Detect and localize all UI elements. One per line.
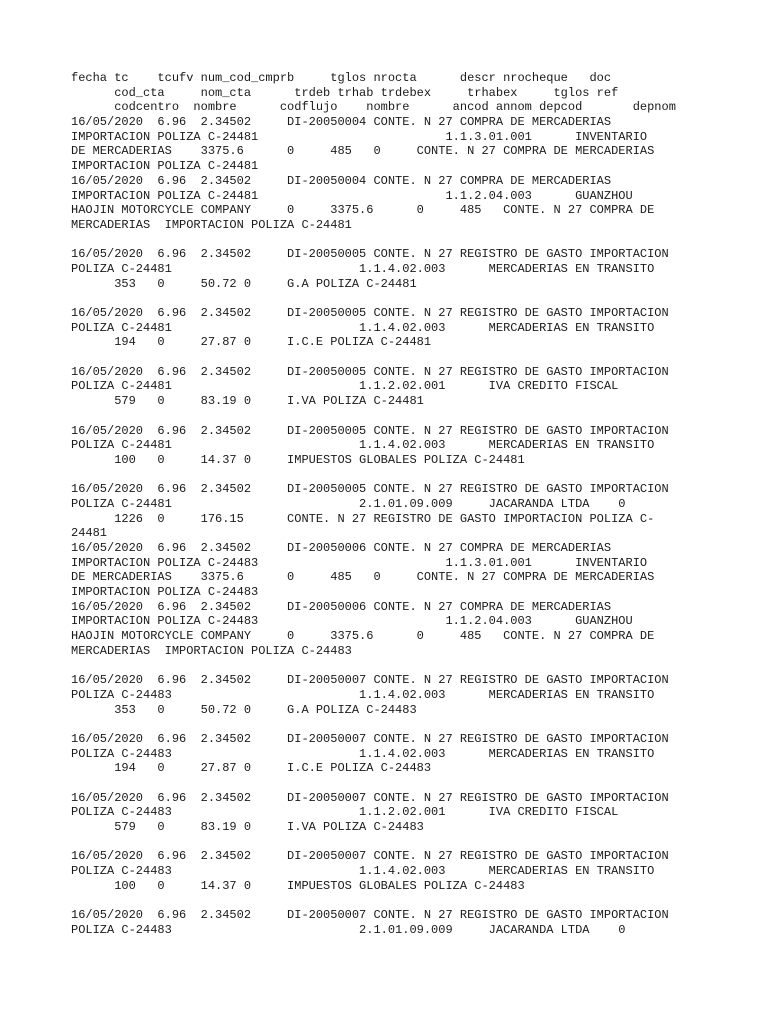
text-line: IMPORTACION POLIZA C-24481 1.1.3.01.001 INVENTARIO: [71, 129, 648, 144]
text-line: 16/05/2020 6.96 2.34502 DI-20050007 CONTE. N 27 REGISTRO DE GASTO IMPORTACION: [71, 908, 669, 923]
text-line: DE MERCADERIAS 3375.6 0 485 0 CONTE. N 27 COMPRA DE MERCADERIAS: [71, 570, 655, 585]
text-line: POLIZA C-24483 2.1.01.09.009 JACARANDA LTDA 0: [71, 922, 626, 937]
text-line: 16/05/2020 6.96 2.34502 DI-20050005 CONTE. N 27 REGISTRO DE GASTO IMPORTACION: [71, 423, 669, 438]
text-line: 16/05/2020 6.96 2.34502 DI-20050004 CONTE. N 27 COMPRA DE MERCADERIAS: [71, 115, 612, 130]
text-line: 16/05/2020 6.96 2.34502 DI-20050006 CONTE. N 27 COMPRA DE MERCADERIAS: [71, 599, 612, 614]
text-line: MERCADERIAS IMPORTACION POLIZA C-24481: [71, 217, 352, 232]
text-line: 194 0 27.87 0 I.C.E POLIZA C-24481: [71, 335, 432, 350]
text-line: 16/05/2020 6.96 2.34502 DI-20050004 CONTE. N 27 COMPRA DE MERCADERIAS: [71, 173, 612, 188]
text-line: POLIZA C-24481 1.1.2.02.001 IVA CREDITO FISCAL: [71, 379, 619, 394]
text-line: 16/05/2020 6.96 2.34502 DI-20050005 CONTE. N 27 REGISTRO DE GASTO IMPORTACION: [71, 364, 669, 379]
text-line: 1226 0 176.15 CONTE. N 27 REGISTRO DE GASTO IMPORTACION POLIZA C-: [71, 511, 655, 526]
text-line: codcentro nombre codflujo nombre ancod annom depcod depnom: [71, 100, 676, 115]
ledger-text-document: [71, 71, 711, 938]
text-line: DE MERCADERIAS 3375.6 0 485 0 CONTE. N 27 COMPRA DE MERCADERIAS: [71, 144, 655, 159]
text-line: 16/05/2020 6.96 2.34502 DI-20050007 CONTE. N 27 REGISTRO DE GASTO IMPORTACION: [71, 673, 669, 688]
text-line: fecha tc tcufv num_cod_cmprb tglos nrocta descr nrocheque doc: [71, 71, 612, 85]
text-line: 194 0 27.87 0 I.C.E POLIZA C-24483: [71, 761, 432, 776]
text-line: IMPORTACION POLIZA C-24481 1.1.2.04.003 GUANZHOU: [71, 188, 633, 203]
text-line: IMPORTACION POLIZA C-24483 1.1.3.01.001 INVENTARIO: [71, 555, 648, 570]
text-line: POLIZA C-24483 1.1.4.02.003 MERCADERIAS EN TRANSITO: [71, 687, 655, 702]
text-line: 16/05/2020 6.96 2.34502 DI-20050006 CONTE. N 27 COMPRA DE MERCADERIAS: [71, 541, 612, 555]
text-line: [71, 468, 711, 483]
text-line: [71, 835, 711, 850]
text-line: POLIZA C-24481 1.1.4.02.003 MERCADERIAS EN TRANSITO: [71, 261, 655, 276]
text-line: 16/05/2020 6.96 2.34502 DI-20050007 CONTE. N 27 REGISTRO DE GASTO IMPORTACION: [71, 849, 669, 864]
text-line: 100 0 14.37 0 IMPUESTOS GLOBALES POLIZA C-24481: [71, 452, 525, 467]
text-line: HAOJIN MOTORCYCLE COMPANY 0 3375.6 0 485 CONTE. N 27 COMPRA DE: [71, 629, 655, 644]
text-line: [71, 291, 711, 306]
text-line: 16/05/2020 6.96 2.34502 DI-20050005 CONTE. N 27 REGISTRO DE GASTO IMPORTACION: [71, 306, 669, 320]
text-line: HAOJIN MOTORCYCLE COMPANY 0 3375.6 0 485 CONTE. N 27 COMPRA DE: [71, 203, 655, 218]
text-line: 16/05/2020 6.96 2.34502 DI-20050007 CONTE. N 27 REGISTRO DE GASTO IMPORTACION: [71, 790, 669, 805]
text-line: IMPORTACION POLIZA C-24483: [71, 585, 259, 600]
text-line: cod_cta nom_cta trdeb trhab trdebex trhabex tglos ref: [71, 85, 619, 100]
text-line: 16/05/2020 6.96 2.34502 DI-20050007 CONTE. N 27 REGISTRO DE GASTO IMPORTACION: [71, 731, 669, 746]
text-line: 16/05/2020 6.96 2.34502 DI-20050005 CONTE. N 27 REGISTRO DE GASTO IMPORTACION: [71, 247, 669, 262]
text-line: 24481: [71, 526, 108, 541]
text-line: 353 0 50.72 0 G.A POLIZA C-24481: [71, 276, 417, 291]
text-line: [71, 350, 711, 365]
text-line: 353 0 50.72 0 G.A POLIZA C-24483: [71, 702, 417, 717]
text-line: POLIZA C-24483 1.1.4.02.003 MERCADERIAS EN TRANSITO: [71, 864, 655, 879]
text-line: [71, 233, 711, 248]
text-line: IMPORTACION POLIZA C-24483 1.1.2.04.003 GUANZHOU: [71, 614, 633, 629]
text-line: 100 0 14.37 0 IMPUESTOS GLOBALES POLIZA C-24483: [71, 878, 525, 893]
text-line: 579 0 83.19 0 I.VA POLIZA C-24483: [71, 820, 424, 835]
text-line: POLIZA C-24483 1.1.4.02.003 MERCADERIAS EN TRANSITO: [71, 746, 655, 761]
text-line: [71, 659, 711, 674]
text-line: POLIZA C-24481 2.1.01.09.009 JACARANDA LTDA 0: [71, 496, 626, 511]
text-line: POLIZA C-24483 1.1.2.02.001 IVA CREDITO FISCAL: [71, 805, 619, 820]
text-line: IMPORTACION POLIZA C-24481: [71, 159, 259, 174]
text-line: [71, 894, 711, 909]
text-line: [71, 776, 711, 791]
text-line: 16/05/2020 6.96 2.34502 DI-20050005 CONTE. N 27 REGISTRO DE GASTO IMPORTACION: [71, 482, 669, 497]
text-line: MERCADERIAS IMPORTACION POLIZA C-24483: [71, 643, 352, 658]
text-line: POLIZA C-24481 1.1.4.02.003 MERCADERIAS EN TRANSITO: [71, 320, 655, 335]
text-line: [71, 717, 711, 732]
text-line: [71, 409, 711, 424]
text-line: POLIZA C-24481 1.1.4.02.003 MERCADERIAS EN TRANSITO: [71, 438, 655, 453]
text-line: 579 0 83.19 0 I.VA POLIZA C-24481: [71, 394, 424, 409]
